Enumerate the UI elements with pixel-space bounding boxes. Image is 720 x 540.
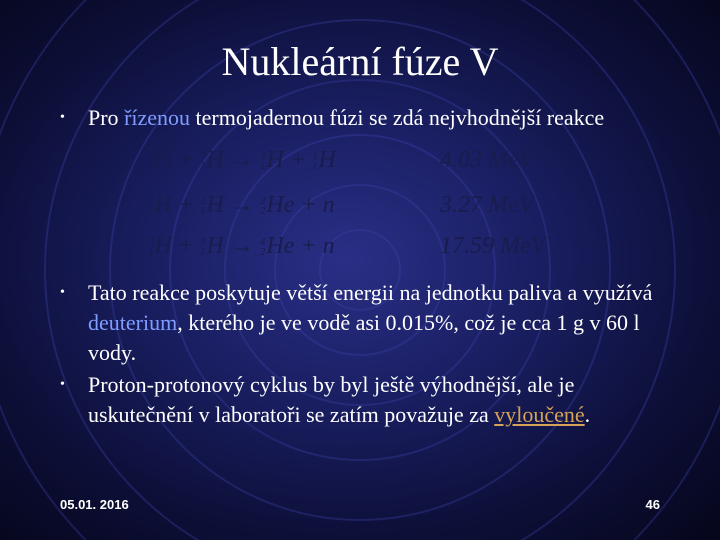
text-segment: Proton-protonový cyklus by byl ještě výhodnější, ale je uskutečnění v laboratoři se zatím považuje za: [88, 372, 575, 427]
nuclide-symbol: He: [266, 233, 295, 259]
nuclide-symbol: H: [206, 192, 224, 218]
bullet-reaction-intro: [62, 103, 662, 133]
text-segment: , kterého je ve vodě asi 0.015%, což je cca 1 g v 60 l vody.: [88, 310, 640, 365]
page-number: 46: [645, 497, 660, 512]
reaction-formula: 2 1 H + 3 1 H → 4 2 He + n: [148, 233, 335, 259]
fusion-equation-1: [148, 143, 608, 177]
reaction-formula: 2 1 H + 2 1 H → 3 1 H + 1 1 H: [148, 147, 336, 173]
reaction-energy: 4.03 MeV: [440, 147, 534, 173]
nuclide-index: 2 1: [148, 236, 154, 259]
nuclide-index: 4 2: [259, 236, 266, 259]
nuclide-index: 2 1: [200, 150, 206, 173]
text-segment: Pro: [88, 105, 125, 130]
nuclide-symbol: H: [206, 147, 224, 173]
nuclide-symbol: H: [318, 147, 336, 173]
reaction-energy: 17.59 MeV: [440, 233, 546, 259]
neutron-symbol: n: [322, 233, 335, 259]
reaction-energy: 3.27 MeV: [440, 192, 534, 218]
nuclide-index: 3 1: [259, 150, 266, 173]
nuclide-index: 3 1: [200, 236, 206, 259]
slide-title: Nukleární fúze V: [221, 39, 499, 84]
bullet-icon: •: [60, 285, 65, 300]
nuclide-symbol: H: [154, 233, 172, 259]
fusion-equation-2: [148, 188, 608, 222]
highlight-rizenou: řízenou: [124, 105, 191, 130]
nuclide-symbol: H: [206, 233, 224, 259]
bullet-deuterium: [62, 278, 662, 368]
highlight-deuterium: deuterium: [88, 310, 178, 335]
nuclide-symbol: H: [154, 192, 172, 218]
nuclide-index: 1 1: [311, 150, 318, 173]
fusion-equation-3: [148, 229, 608, 263]
bullet-text: [88, 103, 662, 133]
reaction-formula: 2 1 H + 2 1 H → 3 2 He + n: [148, 192, 335, 218]
nuclide-index: 3 2: [259, 195, 266, 218]
text-segment: .: [584, 402, 591, 427]
nuclide-index: 2 1: [200, 195, 206, 218]
text-segment: Tato reakce poskytuje větší energii na jednotku paliva a využívá: [88, 280, 653, 305]
nuclide-symbol: H: [154, 147, 172, 173]
text-segment: termojadernou fúzi se zdá nejvhodnější reakce: [190, 105, 605, 130]
neutron-symbol: n: [322, 192, 335, 218]
footer-date: 05.01. 2016: [60, 497, 129, 512]
nuclide-index: 2 1: [148, 195, 154, 218]
nuclide-symbol: He: [266, 192, 295, 218]
bullet-proton-proton: [62, 370, 662, 430]
bullet-icon: •: [60, 377, 65, 392]
nuclide-index: 2 1: [148, 150, 154, 173]
bullet-text: [88, 278, 662, 368]
link-vyloucene[interactable]: vyloučené: [494, 402, 585, 427]
bullet-icon: •: [60, 110, 65, 125]
bullet-text: [88, 370, 662, 430]
nuclide-symbol: H: [266, 147, 284, 173]
